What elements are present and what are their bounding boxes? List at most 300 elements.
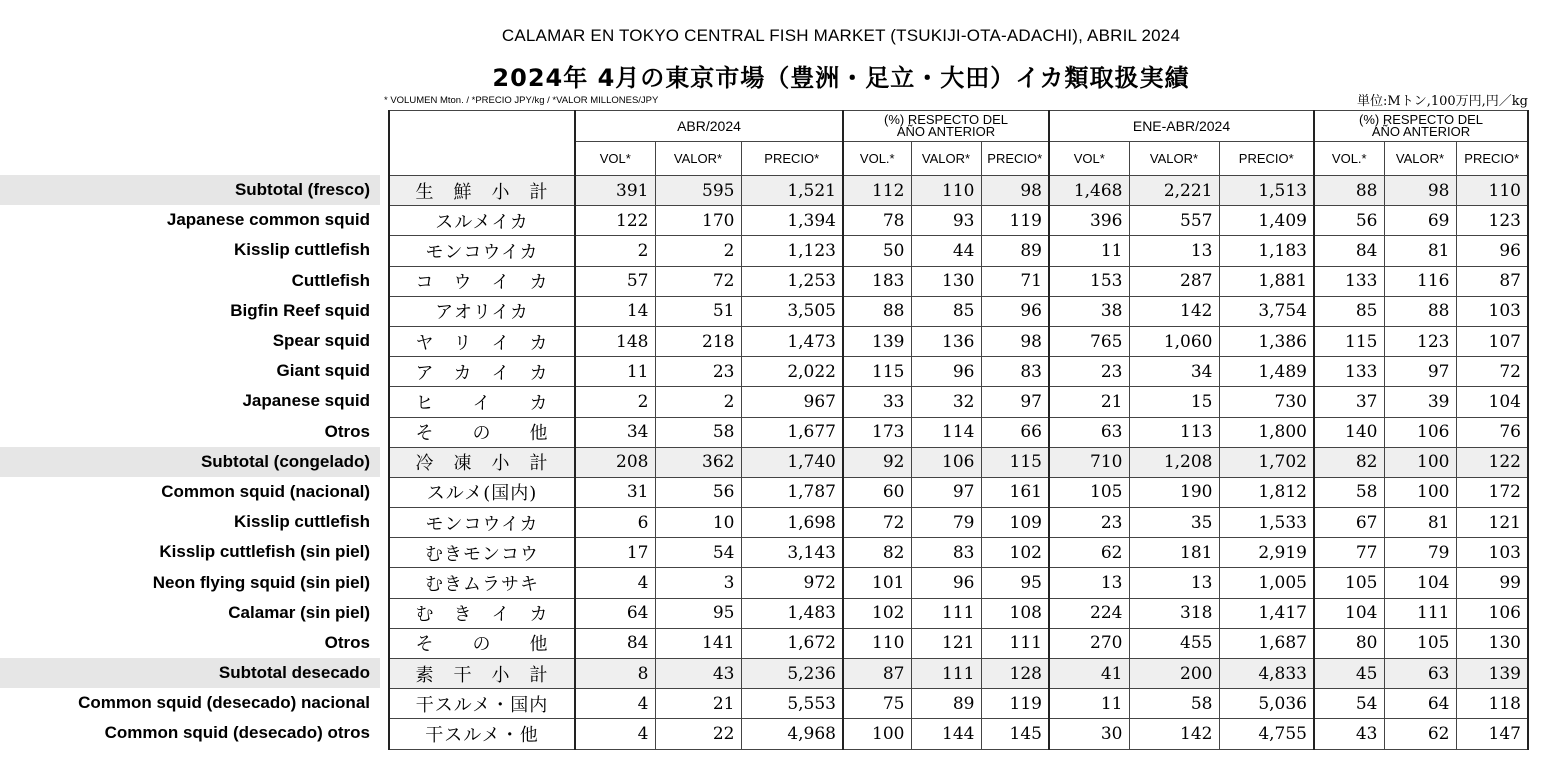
table-row bbox=[389, 236, 1528, 266]
value-cell: 112 bbox=[843, 176, 911, 206]
header-ene: ENE-ABR/2024 bbox=[1049, 111, 1314, 142]
value-cell: 123 bbox=[1384, 326, 1456, 356]
value-cell: 287 bbox=[1129, 266, 1219, 296]
col-vol: VOL* bbox=[575, 142, 655, 176]
value-cell: 5,553 bbox=[741, 689, 843, 719]
subtotal-row bbox=[389, 176, 1528, 206]
value-cell: 6 bbox=[575, 508, 655, 538]
value-cell: 76 bbox=[1456, 417, 1528, 447]
value-cell: 1,208 bbox=[1129, 447, 1219, 477]
subtotal-label: Subtotal (fresco) bbox=[0, 175, 380, 205]
value-cell: 43 bbox=[1314, 719, 1384, 749]
value-cell: 54 bbox=[1314, 689, 1384, 719]
value-cell: 58 bbox=[655, 417, 741, 447]
value-cell: 95 bbox=[981, 568, 1049, 598]
row-label: Kisslip cuttlefish (sin piel) bbox=[159, 542, 370, 562]
value-cell: 113 bbox=[1129, 417, 1219, 447]
value-cell: 173 bbox=[843, 417, 911, 447]
value-cell: 13 bbox=[1129, 236, 1219, 266]
japanese-name-cell: モンコウイカ bbox=[389, 236, 575, 266]
japanese-name-cell: 生 鮮 小 計 bbox=[389, 176, 575, 206]
value-cell: 13 bbox=[1129, 568, 1219, 598]
value-cell: 118 bbox=[1456, 689, 1528, 719]
value-cell: 139 bbox=[1456, 659, 1528, 689]
value-cell: 63 bbox=[1384, 659, 1456, 689]
value-cell: 88 bbox=[843, 296, 911, 326]
value-cell: 4,968 bbox=[741, 719, 843, 749]
value-cell: 71 bbox=[981, 266, 1049, 296]
japanese-name-cell: ヤ リ イ カ bbox=[389, 326, 575, 356]
value-cell: 3,143 bbox=[741, 538, 843, 568]
value-cell: 145 bbox=[981, 719, 1049, 749]
value-cell: 35 bbox=[1129, 508, 1219, 538]
value-cell: 4,833 bbox=[1219, 659, 1314, 689]
table-row bbox=[389, 206, 1528, 236]
value-cell: 710 bbox=[1049, 447, 1129, 477]
value-cell: 133 bbox=[1314, 266, 1384, 296]
value-cell: 3 bbox=[655, 568, 741, 598]
value-cell: 730 bbox=[1219, 387, 1314, 417]
value-cell: 43 bbox=[655, 659, 741, 689]
value-cell: 34 bbox=[1129, 357, 1219, 387]
value-cell: 3,505 bbox=[741, 296, 843, 326]
value-cell: 31 bbox=[575, 477, 655, 507]
row-label: Common squid (desecado) nacional bbox=[78, 693, 370, 713]
value-cell: 318 bbox=[1129, 598, 1219, 628]
col-precio: PRECIO* bbox=[741, 142, 843, 176]
value-cell: 104 bbox=[1314, 598, 1384, 628]
value-cell: 79 bbox=[1384, 538, 1456, 568]
value-cell: 83 bbox=[981, 357, 1049, 387]
row-label: Spear squid bbox=[272, 331, 370, 351]
value-cell: 89 bbox=[911, 689, 981, 719]
subtotal-label: Subtotal desecado bbox=[0, 658, 380, 688]
value-cell: 78 bbox=[843, 206, 911, 236]
value-cell: 50 bbox=[843, 236, 911, 266]
value-cell: 62 bbox=[1049, 538, 1129, 568]
title-english: CALAMAR EN TOKYO CENTRAL FISH MARKET (TSUKIJI-OTA-ADACHI), ABRIL 2024 bbox=[501, 26, 1181, 45]
value-cell: 96 bbox=[981, 296, 1049, 326]
value-cell: 218 bbox=[655, 326, 741, 356]
value-cell: 1,060 bbox=[1129, 326, 1219, 356]
value-cell: 82 bbox=[1314, 447, 1384, 477]
value-cell: 85 bbox=[1314, 296, 1384, 326]
value-cell: 102 bbox=[843, 598, 911, 628]
value-cell: 72 bbox=[843, 508, 911, 538]
value-cell: 101 bbox=[843, 568, 911, 598]
header-pct-2-line2: AÑO ANTERIOR bbox=[1371, 124, 1471, 139]
value-cell: 1,394 bbox=[741, 206, 843, 236]
row-label: Calamar (sin piel) bbox=[228, 602, 370, 622]
value-cell: 1,483 bbox=[741, 598, 843, 628]
value-cell: 115 bbox=[843, 357, 911, 387]
value-cell: 58 bbox=[1129, 689, 1219, 719]
value-cell: 10 bbox=[655, 508, 741, 538]
japanese-name-cell: スルメイカ bbox=[389, 206, 575, 236]
value-cell: 142 bbox=[1129, 719, 1219, 749]
value-cell: 41 bbox=[1049, 659, 1129, 689]
value-cell: 51 bbox=[655, 296, 741, 326]
value-cell: 4 bbox=[575, 719, 655, 749]
value-cell: 17 bbox=[575, 538, 655, 568]
value-cell: 1,881 bbox=[1219, 266, 1314, 296]
value-cell: 13 bbox=[1049, 568, 1129, 598]
row-label: Common squid (desecado) otros bbox=[104, 723, 370, 743]
value-cell: 153 bbox=[1049, 266, 1129, 296]
value-cell: 140 bbox=[1314, 417, 1384, 447]
value-cell: 2,022 bbox=[741, 357, 843, 387]
japanese-name-cell: ヒ イ カ bbox=[389, 387, 575, 417]
value-cell: 122 bbox=[1456, 447, 1528, 477]
table-row bbox=[389, 508, 1528, 538]
value-cell: 23 bbox=[1049, 357, 1129, 387]
value-cell: 96 bbox=[911, 357, 981, 387]
value-cell: 22 bbox=[655, 719, 741, 749]
table-row bbox=[389, 417, 1528, 447]
value-cell: 208 bbox=[575, 447, 655, 477]
value-cell: 130 bbox=[911, 266, 981, 296]
value-cell: 84 bbox=[1314, 236, 1384, 266]
value-cell: 88 bbox=[1314, 176, 1384, 206]
table-row bbox=[389, 628, 1528, 658]
value-cell: 100 bbox=[1384, 447, 1456, 477]
value-cell: 1,409 bbox=[1219, 206, 1314, 236]
value-cell: 3,754 bbox=[1219, 296, 1314, 326]
value-cell: 106 bbox=[911, 447, 981, 477]
value-cell: 119 bbox=[981, 689, 1049, 719]
value-cell: 116 bbox=[1384, 266, 1456, 296]
value-cell: 115 bbox=[1314, 326, 1384, 356]
japanese-name-cell: 素 干 小 計 bbox=[389, 659, 575, 689]
col-valor-pct: VALOR* bbox=[911, 142, 981, 176]
value-cell: 139 bbox=[843, 326, 911, 356]
value-cell: 122 bbox=[575, 206, 655, 236]
table-row bbox=[389, 477, 1528, 507]
value-cell: 1,533 bbox=[1219, 508, 1314, 538]
value-cell: 123 bbox=[1456, 206, 1528, 236]
value-cell: 75 bbox=[843, 689, 911, 719]
value-cell: 56 bbox=[655, 477, 741, 507]
value-cell: 96 bbox=[911, 568, 981, 598]
col-vol-pct: VOL.* bbox=[843, 142, 911, 176]
value-cell: 270 bbox=[1049, 628, 1129, 658]
value-cell: 37 bbox=[1314, 387, 1384, 417]
table-row bbox=[389, 538, 1528, 568]
japanese-name-cell: む き イ カ bbox=[389, 598, 575, 628]
value-cell: 5,036 bbox=[1219, 689, 1314, 719]
row-label: Common squid (nacional) bbox=[161, 481, 370, 501]
value-cell: 121 bbox=[1456, 508, 1528, 538]
value-cell: 104 bbox=[1384, 568, 1456, 598]
value-cell: 34 bbox=[575, 417, 655, 447]
value-cell: 15 bbox=[1129, 387, 1219, 417]
value-cell: 1,702 bbox=[1219, 447, 1314, 477]
value-cell: 32 bbox=[911, 387, 981, 417]
subtotal-row bbox=[389, 659, 1528, 689]
value-cell: 23 bbox=[655, 357, 741, 387]
value-cell: 108 bbox=[981, 598, 1049, 628]
value-cell: 4 bbox=[575, 568, 655, 598]
row-label: Japanese squid bbox=[242, 391, 370, 411]
value-cell: 4,755 bbox=[1219, 719, 1314, 749]
value-cell: 121 bbox=[911, 628, 981, 658]
row-label: Kisslip cuttlefish bbox=[233, 240, 370, 260]
value-cell: 99 bbox=[1456, 568, 1528, 598]
value-cell: 106 bbox=[1384, 417, 1456, 447]
value-cell: 133 bbox=[1314, 357, 1384, 387]
table-row bbox=[389, 326, 1528, 356]
subtotal-label: Subtotal (congelado) bbox=[0, 447, 380, 477]
value-cell: 172 bbox=[1456, 477, 1528, 507]
value-cell: 111 bbox=[1384, 598, 1456, 628]
value-cell: 110 bbox=[1456, 176, 1528, 206]
japanese-name-cell: そ の 他 bbox=[389, 628, 575, 658]
value-cell: 56 bbox=[1314, 206, 1384, 236]
value-cell: 80 bbox=[1314, 628, 1384, 658]
value-cell: 1,005 bbox=[1219, 568, 1314, 598]
value-cell: 111 bbox=[911, 598, 981, 628]
value-cell: 81 bbox=[1384, 236, 1456, 266]
value-cell: 1,672 bbox=[741, 628, 843, 658]
value-cell: 97 bbox=[981, 387, 1049, 417]
value-cell: 69 bbox=[1384, 206, 1456, 236]
value-cell: 14 bbox=[575, 296, 655, 326]
value-cell: 72 bbox=[655, 266, 741, 296]
value-cell: 110 bbox=[843, 628, 911, 658]
table-row bbox=[389, 568, 1528, 598]
value-cell: 109 bbox=[981, 508, 1049, 538]
value-cell: 30 bbox=[1049, 719, 1129, 749]
value-cell: 2,221 bbox=[1129, 176, 1219, 206]
value-cell: 8 bbox=[575, 659, 655, 689]
value-cell: 44 bbox=[911, 236, 981, 266]
value-cell: 111 bbox=[911, 659, 981, 689]
value-cell: 765 bbox=[1049, 326, 1129, 356]
value-cell: 1,183 bbox=[1219, 236, 1314, 266]
value-cell: 190 bbox=[1129, 477, 1219, 507]
value-cell: 54 bbox=[655, 538, 741, 568]
value-cell: 81 bbox=[1384, 508, 1456, 538]
value-cell: 1,253 bbox=[741, 266, 843, 296]
header-pct-1-line1: (%) RESPECTO DEL bbox=[883, 112, 1008, 127]
value-cell: 39 bbox=[1384, 387, 1456, 417]
japanese-name-cell: 干スルメ・他 bbox=[389, 719, 575, 749]
value-cell: 105 bbox=[1314, 568, 1384, 598]
value-cell: 142 bbox=[1129, 296, 1219, 326]
col-vol-ytd-pct: VOL.* bbox=[1314, 142, 1384, 176]
japanese-name-cell: ア カ イ カ bbox=[389, 357, 575, 387]
value-cell: 128 bbox=[981, 659, 1049, 689]
value-cell: 105 bbox=[1049, 477, 1129, 507]
value-cell: 2 bbox=[575, 387, 655, 417]
japanese-name-cell: むきムラサキ bbox=[389, 568, 575, 598]
value-cell: 1,677 bbox=[741, 417, 843, 447]
value-cell: 1,687 bbox=[1219, 628, 1314, 658]
value-cell: 92 bbox=[843, 447, 911, 477]
value-cell: 87 bbox=[1456, 266, 1528, 296]
value-cell: 89 bbox=[981, 236, 1049, 266]
row-labels bbox=[0, 175, 380, 749]
value-cell: 87 bbox=[843, 659, 911, 689]
value-cell: 148 bbox=[575, 326, 655, 356]
value-cell: 98 bbox=[981, 326, 1049, 356]
value-cell: 107 bbox=[1456, 326, 1528, 356]
header-pct-2-line1: (%) RESPECTO DEL bbox=[1358, 112, 1483, 127]
value-cell: 967 bbox=[741, 387, 843, 417]
value-cell: 110 bbox=[911, 176, 981, 206]
row-label: Otros bbox=[324, 632, 370, 652]
header-blank bbox=[389, 111, 575, 176]
value-cell: 83 bbox=[911, 538, 981, 568]
value-cell: 147 bbox=[1456, 719, 1528, 749]
value-cell: 1,417 bbox=[1219, 598, 1314, 628]
japanese-name-cell: 冷 凍 小 計 bbox=[389, 447, 575, 477]
value-cell: 79 bbox=[911, 508, 981, 538]
value-cell: 93 bbox=[911, 206, 981, 236]
value-cell: 2,919 bbox=[1219, 538, 1314, 568]
value-cell: 1,812 bbox=[1219, 477, 1314, 507]
value-cell: 98 bbox=[1384, 176, 1456, 206]
value-cell: 84 bbox=[575, 628, 655, 658]
value-cell: 1,123 bbox=[741, 236, 843, 266]
value-cell: 362 bbox=[655, 447, 741, 477]
value-cell: 96 bbox=[1456, 236, 1528, 266]
value-cell: 64 bbox=[575, 598, 655, 628]
value-cell: 114 bbox=[911, 417, 981, 447]
table-row bbox=[389, 266, 1528, 296]
japanese-name-cell: モンコウイカ bbox=[389, 508, 575, 538]
japanese-name-cell: そ の 他 bbox=[389, 417, 575, 447]
title-japanese: 2024年 4月の東京市場（豊洲・足立・大田）イカ類取扱実績 bbox=[492, 64, 1190, 92]
value-cell: 1,521 bbox=[741, 176, 843, 206]
value-cell: 23 bbox=[1049, 508, 1129, 538]
value-cell: 1,489 bbox=[1219, 357, 1314, 387]
value-cell: 106 bbox=[1456, 598, 1528, 628]
header-pct-2 bbox=[1314, 111, 1528, 142]
japanese-name-cell: アオリイカ bbox=[389, 296, 575, 326]
value-cell: 88 bbox=[1384, 296, 1456, 326]
header-pct-1-line2: AÑO ANTERIOR bbox=[896, 124, 996, 139]
value-cell: 104 bbox=[1456, 387, 1528, 417]
value-cell: 595 bbox=[655, 176, 741, 206]
value-cell: 97 bbox=[911, 477, 981, 507]
value-cell: 396 bbox=[1049, 206, 1129, 236]
row-label: Neon flying squid (sin piel) bbox=[152, 572, 370, 592]
value-cell: 161 bbox=[981, 477, 1049, 507]
value-cell: 57 bbox=[575, 266, 655, 296]
value-cell: 972 bbox=[741, 568, 843, 598]
value-cell: 1,800 bbox=[1219, 417, 1314, 447]
units-japanese: 単位:Mトン,100万円,円／kg bbox=[1357, 94, 1528, 109]
header-abr: ABR/2024 bbox=[575, 111, 843, 142]
value-cell: 21 bbox=[655, 689, 741, 719]
col-valor-ytd: VALOR* bbox=[1129, 142, 1219, 176]
value-cell: 67 bbox=[1314, 508, 1384, 538]
value-cell: 1,787 bbox=[741, 477, 843, 507]
row-label: Bigfin Reef squid bbox=[230, 300, 370, 320]
value-cell: 33 bbox=[843, 387, 911, 417]
row-label: Kisslip cuttlefish bbox=[233, 512, 370, 532]
value-cell: 103 bbox=[1456, 296, 1528, 326]
value-cell: 4 bbox=[575, 689, 655, 719]
table-row bbox=[389, 689, 1528, 719]
value-cell: 1,386 bbox=[1219, 326, 1314, 356]
table-row bbox=[389, 357, 1528, 387]
value-cell: 455 bbox=[1129, 628, 1219, 658]
value-cell: 136 bbox=[911, 326, 981, 356]
value-cell: 95 bbox=[655, 598, 741, 628]
value-cell: 62 bbox=[1384, 719, 1456, 749]
subtotal-row bbox=[389, 447, 1528, 477]
value-cell: 103 bbox=[1456, 538, 1528, 568]
row-label: Japanese common squid bbox=[166, 210, 370, 230]
value-cell: 105 bbox=[1384, 628, 1456, 658]
value-cell: 115 bbox=[981, 447, 1049, 477]
value-cell: 2 bbox=[655, 387, 741, 417]
header-row-1 bbox=[389, 111, 1528, 142]
header-pct-1 bbox=[843, 111, 1049, 142]
value-cell: 391 bbox=[575, 176, 655, 206]
table-row bbox=[389, 719, 1528, 749]
value-cell: 100 bbox=[843, 719, 911, 749]
value-cell: 111 bbox=[981, 628, 1049, 658]
row-label: Otros bbox=[324, 421, 370, 441]
value-cell: 2 bbox=[575, 236, 655, 266]
value-cell: 60 bbox=[843, 477, 911, 507]
row-label: Giant squid bbox=[276, 361, 370, 381]
col-precio-ytd-pct: PRECIO* bbox=[1456, 142, 1528, 176]
value-cell: 200 bbox=[1129, 659, 1219, 689]
col-precio-ytd: PRECIO* bbox=[1219, 142, 1314, 176]
value-cell: 144 bbox=[911, 719, 981, 749]
value-cell: 66 bbox=[981, 417, 1049, 447]
col-precio-pct: PRECIO* bbox=[981, 142, 1049, 176]
japanese-name-cell: スルメ(国内) bbox=[389, 477, 575, 507]
table-row bbox=[389, 598, 1528, 628]
value-cell: 11 bbox=[575, 357, 655, 387]
value-cell: 1,473 bbox=[741, 326, 843, 356]
value-cell: 72 bbox=[1456, 357, 1528, 387]
value-cell: 130 bbox=[1456, 628, 1528, 658]
value-cell: 11 bbox=[1049, 689, 1129, 719]
value-cell: 11 bbox=[1049, 236, 1129, 266]
row-label: Cuttlefish bbox=[291, 270, 370, 290]
value-cell: 64 bbox=[1384, 689, 1456, 719]
value-cell: 1,513 bbox=[1219, 176, 1314, 206]
value-cell: 119 bbox=[981, 206, 1049, 236]
units-note: * VOLUMEN Mton. / *PRECIO JPY/kg / *VALOR MILLONES/JPY bbox=[384, 95, 659, 106]
table-row bbox=[389, 296, 1528, 326]
value-cell: 2 bbox=[655, 236, 741, 266]
japanese-name-cell: むきモンコウ bbox=[389, 538, 575, 568]
value-cell: 224 bbox=[1049, 598, 1129, 628]
value-cell: 45 bbox=[1314, 659, 1384, 689]
japanese-name-cell: コ ウ イ カ bbox=[389, 266, 575, 296]
table-row bbox=[389, 387, 1528, 417]
value-cell: 98 bbox=[981, 176, 1049, 206]
value-cell: 63 bbox=[1049, 417, 1129, 447]
value-cell: 38 bbox=[1049, 296, 1129, 326]
value-cell: 1,698 bbox=[741, 508, 843, 538]
value-cell: 21 bbox=[1049, 387, 1129, 417]
value-cell: 5,236 bbox=[741, 659, 843, 689]
value-cell: 102 bbox=[981, 538, 1049, 568]
value-cell: 170 bbox=[655, 206, 741, 236]
value-cell: 141 bbox=[655, 628, 741, 658]
value-cell: 1,740 bbox=[741, 447, 843, 477]
col-valor: VALOR* bbox=[655, 142, 741, 176]
value-cell: 77 bbox=[1314, 538, 1384, 568]
